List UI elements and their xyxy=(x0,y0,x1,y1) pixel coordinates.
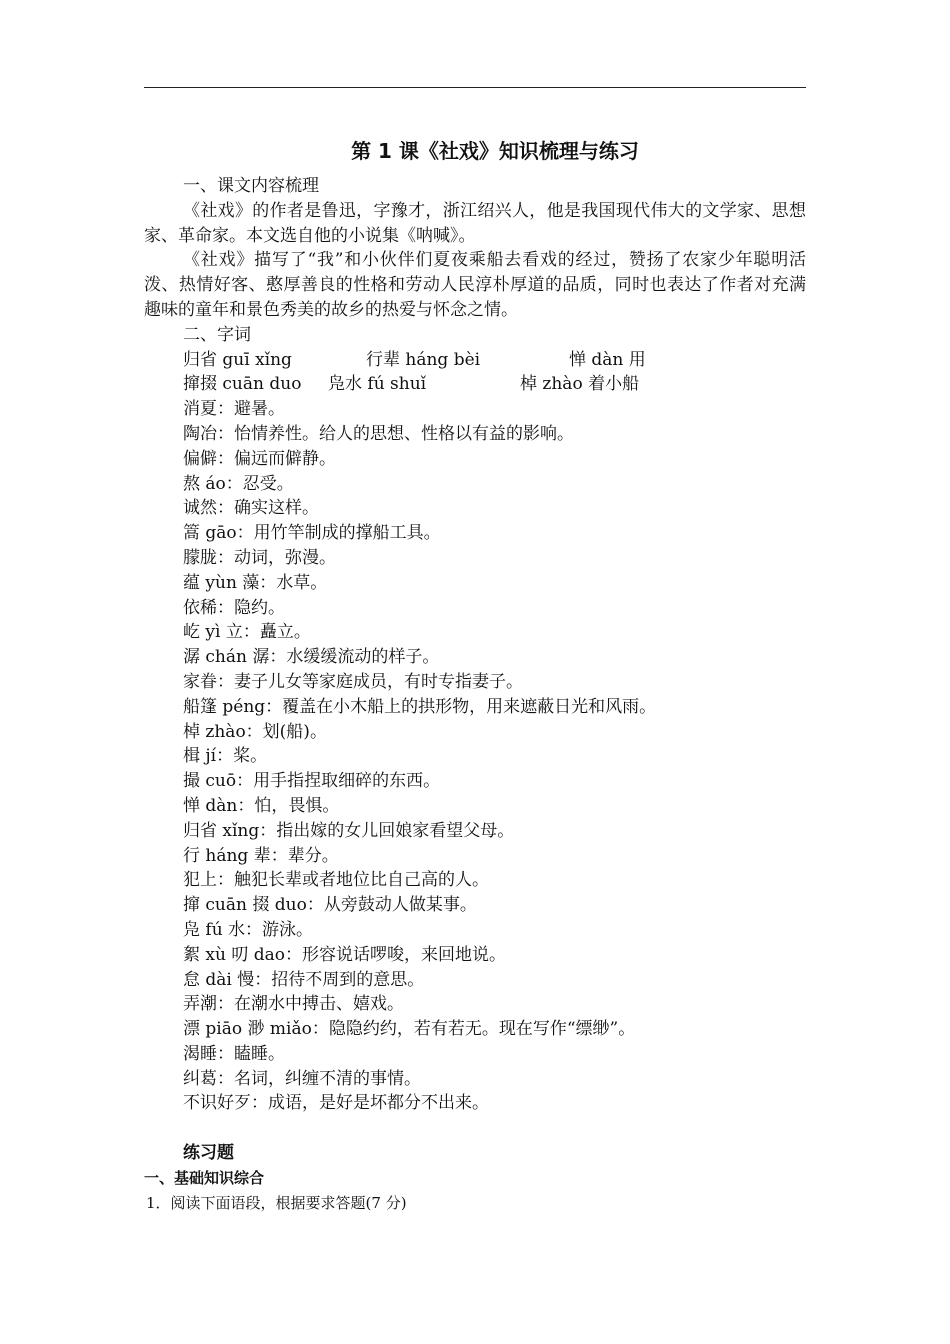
vocab-entry: 屹 yì 立：矗立。 xyxy=(183,622,311,643)
vocab-entry: 篙 gāo：用竹竿制成的撑船工具。 xyxy=(183,523,441,544)
vocab-entry: 归省 xǐng：指出嫁的女儿回娘家看望父母。 xyxy=(183,820,515,841)
vocab-cell: 惮 dàn 用 xyxy=(569,349,646,370)
paragraph-author: 《社戏》的作者是鲁迅，字豫才，浙江绍兴人，他是我国现代伟大的文学家、思想家、革命家。本文选自他的小说集《呐喊》。 xyxy=(144,200,806,246)
spacer xyxy=(144,1116,806,1141)
vocab-entry: 潺 chán 潺：水缓缓流动的样子。 xyxy=(183,647,440,668)
vocab-entry: 偏僻：偏远而僻静。 xyxy=(183,448,336,469)
section-heading-vocab: 二、字词 xyxy=(183,324,251,345)
vocab-entry: 渴睡：瞌睡。 xyxy=(183,1043,285,1064)
vocab-entry: 行 háng 辈：辈分。 xyxy=(183,845,339,866)
vocab-cell: 行辈 háng bèi xyxy=(366,349,481,370)
document-body xyxy=(144,174,806,1215)
vocab-entry: 依稀：隐约。 xyxy=(183,597,285,618)
vocab-entry: 熬 áo：忍受。 xyxy=(183,473,294,494)
vocab-entry: 船篷 péng：覆盖在小木船上的拱形物，用来遮蔽日光和风雨。 xyxy=(183,696,657,717)
paragraph-summary: 《社戏》描写了“我”和小伙伴们夏夜乘船去看戏的经过，赞扬了农家少年聪明活泼、热情好客、憨厚善良的性格和劳动人民淳朴厚道的品质，同时也表达了作者对充满趣味的童年和景色秀美的故乡的热爱与怀念之情。 xyxy=(144,250,806,320)
vocab-entry: 撮 cuō：用手指捏取细碎的东西。 xyxy=(183,771,441,792)
vocab-row xyxy=(144,372,806,397)
vocab-entry: 凫 fú 水：游泳。 xyxy=(183,919,314,940)
vocab-entry: 楫 jí：桨。 xyxy=(183,746,268,767)
vocab-list xyxy=(144,397,806,1116)
vocab-entry: 弄潮：在潮水中搏击、嬉戏。 xyxy=(183,994,404,1015)
exercise-question: 1．阅读下面语段，根据要求答题(7 分) xyxy=(146,1193,407,1212)
vocab-entry: 絮 xù 叨 dao：形容说话啰唆，来回地说。 xyxy=(183,944,506,965)
exercise-title: 练习题 xyxy=(183,1143,234,1164)
vocab-entry: 消夏：避暑。 xyxy=(183,399,285,420)
vocab-entry: 家眷：妻子儿女等家庭成员，有时专指妻子。 xyxy=(183,671,523,692)
vocab-entry: 陶冶：怡情养性。给人的思想、性格以有益的影响。 xyxy=(183,423,574,444)
vocab-cell: 棹 zhào 着小船 xyxy=(520,374,640,395)
vocab-entry: 漂 piāo 渺 miǎo：隐隐约约，若有若无。现在写作“缥缈”。 xyxy=(183,1019,636,1040)
vocab-entry: 棹 zhào：划(船)。 xyxy=(183,721,327,742)
vocab-row xyxy=(144,348,806,373)
vocab-cell: 归省 guī xǐng xyxy=(183,349,292,370)
vocab-entry: 诚然：确实这样。 xyxy=(183,498,319,519)
section-heading-content: 一、课文内容梳理 xyxy=(183,176,319,196)
vocab-cell: 凫水 fú shuǐ xyxy=(328,374,427,395)
vocab-entry: 纠葛：名词，纠缠不清的事情。 xyxy=(183,1068,421,1089)
vocab-entry: 撺 cuān 掇 duo：从旁鼓动人做某事。 xyxy=(183,895,477,916)
vocab-entry: 惮 dàn：怕，畏惧。 xyxy=(183,795,340,816)
vocab-entry: 不识好歹：成语，是好是坏都分不出来。 xyxy=(183,1093,489,1114)
exercise-section-heading: 一、基础知识综合 xyxy=(144,1168,265,1187)
vocab-entry: 怠 dài 慢：招待不周到的意思。 xyxy=(183,969,425,990)
vocab-entry: 朦胧：动词，弥漫。 xyxy=(183,547,336,568)
header-rule xyxy=(144,87,806,88)
page-title: 第 1 课《社戏》知识梳理与练习 xyxy=(351,139,639,163)
vocab-cell: 撺掇 cuān duo xyxy=(183,374,302,395)
vocab-entry: 犯上：触犯长辈或者地位比自己高的人。 xyxy=(183,870,489,891)
vocab-entry: 蕴 yùn 藻：水草。 xyxy=(183,572,328,593)
